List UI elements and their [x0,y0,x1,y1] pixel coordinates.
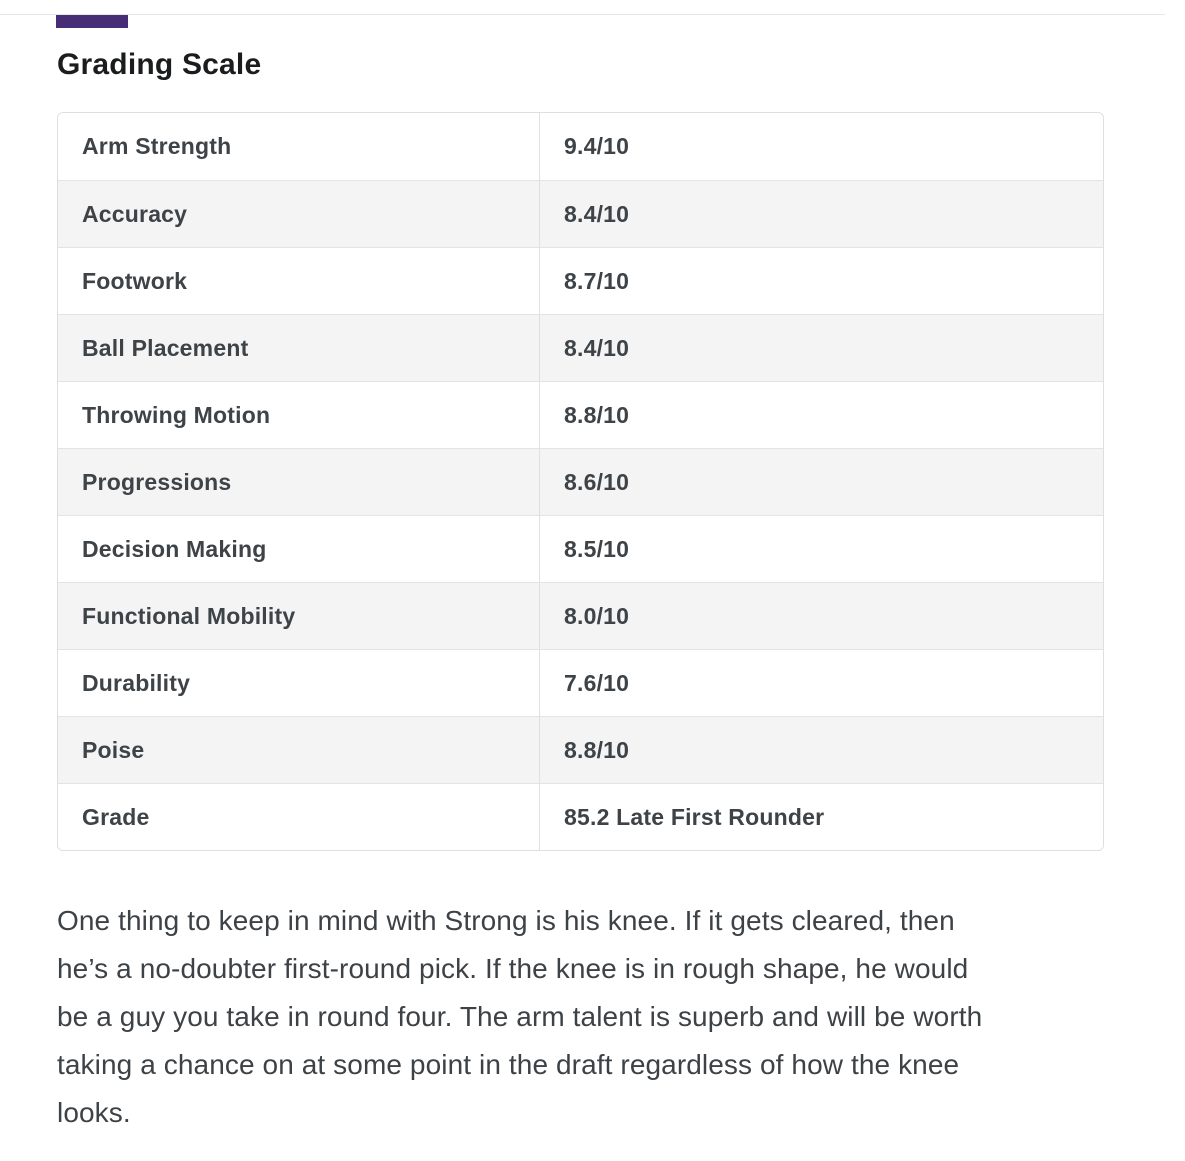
row-value: 9.4/10 [539,113,1103,180]
section-title: Grading Scale [57,48,262,81]
row-value: 7.6/10 [539,650,1103,716]
row-label: Ball Placement [82,334,249,361]
table-row [58,649,1103,716]
row-label: Durability [82,669,191,696]
row-value: 8.0/10 [539,583,1103,649]
row-value: 8.8/10 [539,717,1103,783]
table-row [58,716,1103,783]
row-label: Decision Making [82,535,267,562]
row-label: Poise [82,736,145,763]
row-label: Footwork [82,267,188,294]
row-label: Functional Mobility [82,602,296,629]
row-value: 8.4/10 [539,181,1103,247]
table-row [58,448,1103,515]
paragraph-line: taking a chance on at some point in the draft regardless of how the knee [57,1049,960,1080]
table-row [58,582,1103,649]
row-value: 8.6/10 [539,449,1103,515]
row-label: Throwing Motion [82,401,271,428]
purple-accent-bar [56,15,128,28]
paragraph-line: be a guy you take in round four. The arm talent is superb and will be worth [57,1001,983,1032]
paragraph-line: he’s a no-doubter first-round pick. If the knee is in rough shape, he would [57,953,969,984]
paragraph-line: looks. [57,1097,131,1128]
table-row [58,515,1103,582]
grading-scale-table [57,112,1104,851]
row-label: Progressions [82,468,232,495]
row-value: 8.5/10 [539,516,1103,582]
table-row [58,314,1103,381]
row-value: 85.2 Late First Rounder [539,784,1103,850]
section-divider-rule [0,14,1165,15]
paragraph-line: One thing to keep in mind with Strong is his knee. If it gets cleared, then [57,905,955,936]
table-row [58,247,1103,314]
row-value: 8.7/10 [539,248,1103,314]
analysis-paragraph [57,897,1127,1137]
table-row [58,180,1103,247]
table-row [58,113,1103,180]
table-row [58,783,1103,850]
row-value: 8.4/10 [539,315,1103,381]
table-row [58,381,1103,448]
row-label: Arm Strength [82,133,232,159]
row-label: Accuracy [82,200,188,227]
row-value: 8.8/10 [539,382,1103,448]
row-label: Grade [82,803,150,830]
